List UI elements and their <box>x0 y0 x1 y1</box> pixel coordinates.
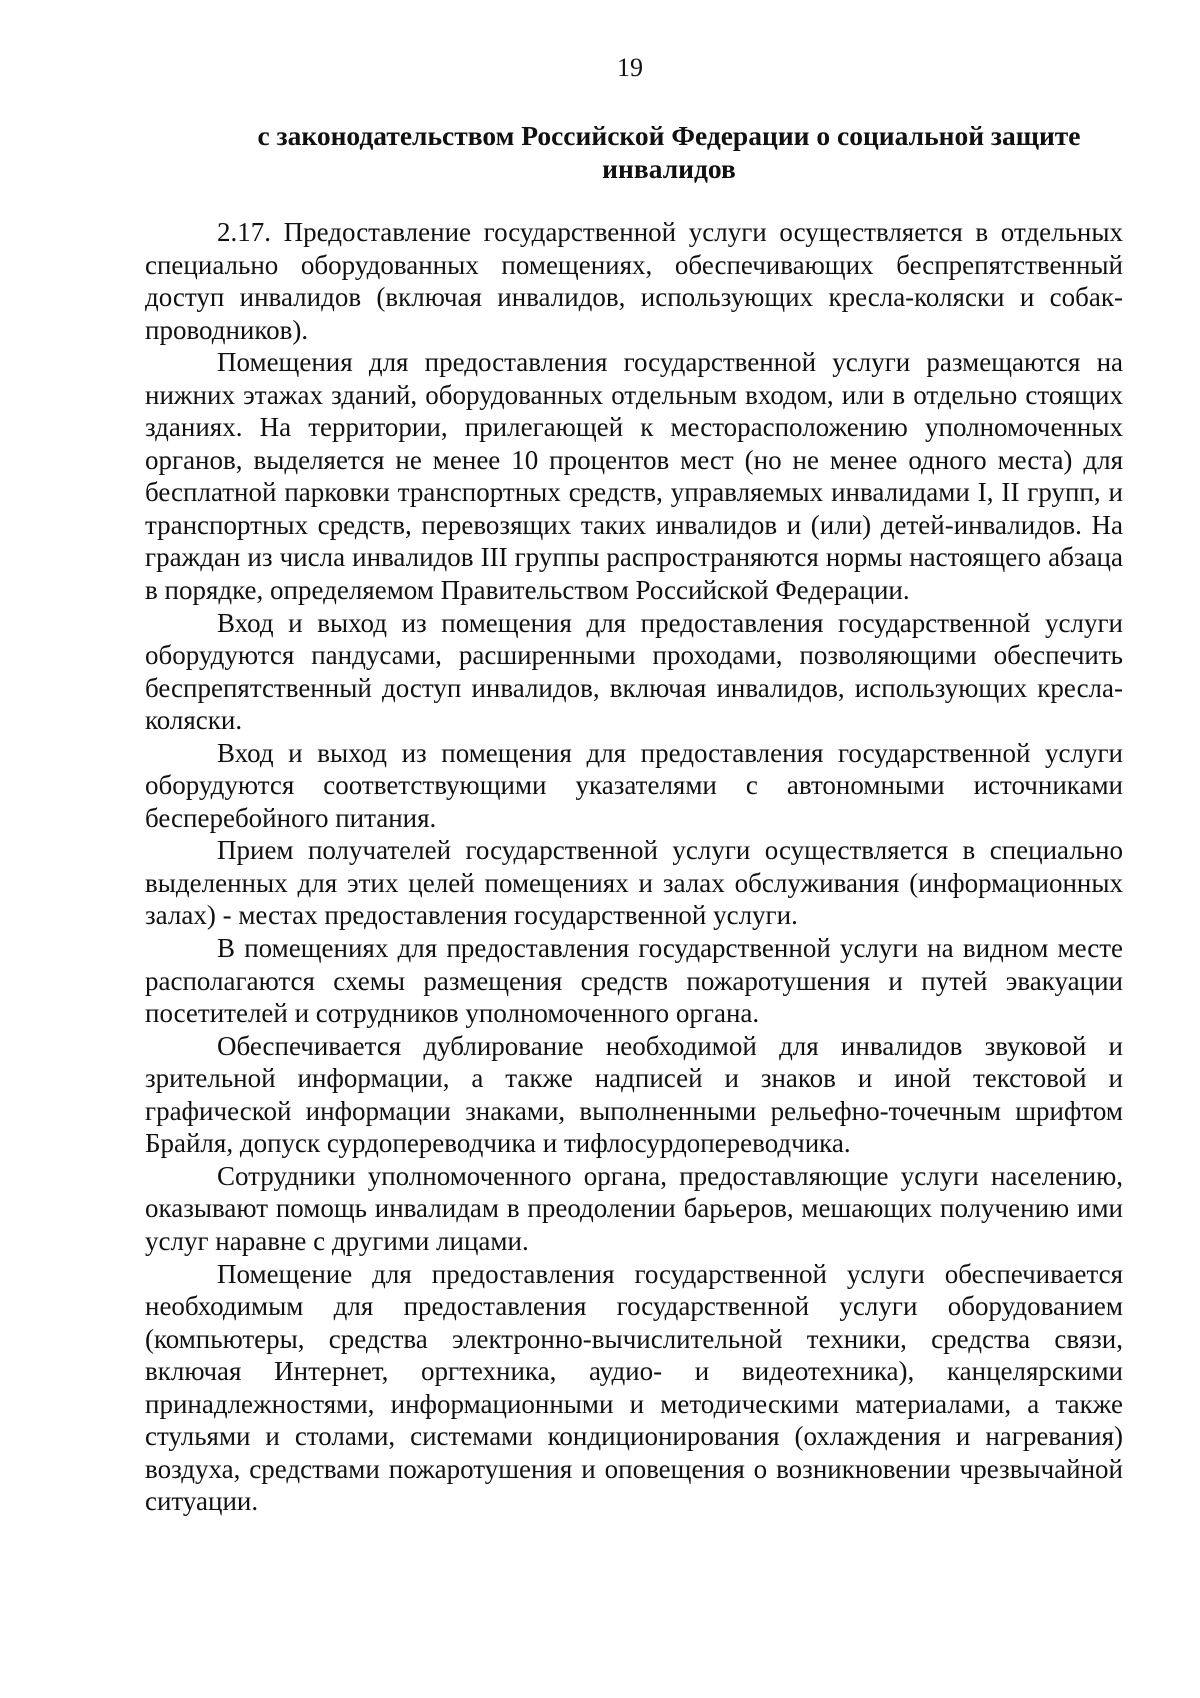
document-body <box>145 216 1123 1518</box>
section-heading: с законодательством Российской Федерации о социальной защите инвалидов <box>257 120 1081 184</box>
paragraph-premises-location: Помещения для предоставления государственной услуги размещаются на нижних этажах зданий, оборудованных отдельным входом, или в отдельно стоящих зданиях. На территории, прилегающей к месторасположению уполномоченных органов, выделяется не менее 10 процентов мест (но не менее одного места) для бесплатной парковки транспортных средств, управляемых инвалидами I, II групп, и транспортных средств, перевозящих таких инвалидов и (или) детей-инвалидов. На граждан из числа инвалидов III группы распространяются нормы настоящего абзаца в порядке, определяемом Правительством Российской Федерации. <box>145 347 1123 606</box>
paragraph-entrance-signs: Вход и выход из помещения для предоставления государственной услуги оборудуются соответствующими указателями с автономными источниками бесперебойного питания. <box>145 737 1123 833</box>
paragraph-staff-assistance: Сотрудники уполномоченного органа, предоставляющие услуги населению, оказывают помощь инвалидам в преодолении барьеров, мешающих получению ими услуг наравне с другими лицами. <box>145 1160 1123 1256</box>
paragraph-premises-equipment: Помещение для предоставления государственной услуги обеспечивается необходимым для предоставления государственной услуги оборудованием (компьютеры, средства электронно-вычислительной техники, средства связи, включая Интернет, оргтехника, аудио- и видеотехника), канцелярскими принадлежностями, информационными и методическими материалами, а также стульями и столами, системами кондиционирования (охлаждения и нагревания) воздуха, средствами пожаротушения и оповещения о возникновении чрезвычайной ситуации. <box>145 1258 1123 1517</box>
paragraph-reception-halls: Прием получателей государственной услуги осуществляется в специально выделенных для этих целей помещениях и залах обслуживания (информационных залах) - местах предоставления государственной услуги. <box>145 835 1123 931</box>
paragraph-entrance-ramps: Вход и выход из помещения для предоставления государственной услуги оборудуются пандусами, расширенными проходами, позволяющими обеспечить беспрепятственный доступ инвалидов, включая инвалидов, использующих кресла-коляски. <box>145 607 1123 736</box>
page-number: 19 <box>617 53 643 82</box>
paragraph-2-17: 2.17. Предоставление государственной услуги осуществляется в отдельных специально оборудованных помещениях, обеспечивающих беспрепятственный доступ инвалидов (включая инвалидов, использующих кресла-коляски и собак-проводников). <box>145 217 1123 345</box>
paragraph-evacuation-schemes: В помещениях для предоставления государственной услуги на видном месте располагаются схемы размещения средств пожаротушения и путей эвакуации посетителей и сотрудников уполномоченного органа. <box>145 933 1123 1029</box>
paragraph-information-duplication: Обеспечивается дублирование необходимой для инвалидов звуковой и зрительной информации, а также надписей и знаков и иной текстовой и графической информации знаками, выполненными рельефно-точечным шрифтом Брайля, допуск сурдопереводчика и тифлосурдопереводчика. <box>145 1030 1123 1159</box>
